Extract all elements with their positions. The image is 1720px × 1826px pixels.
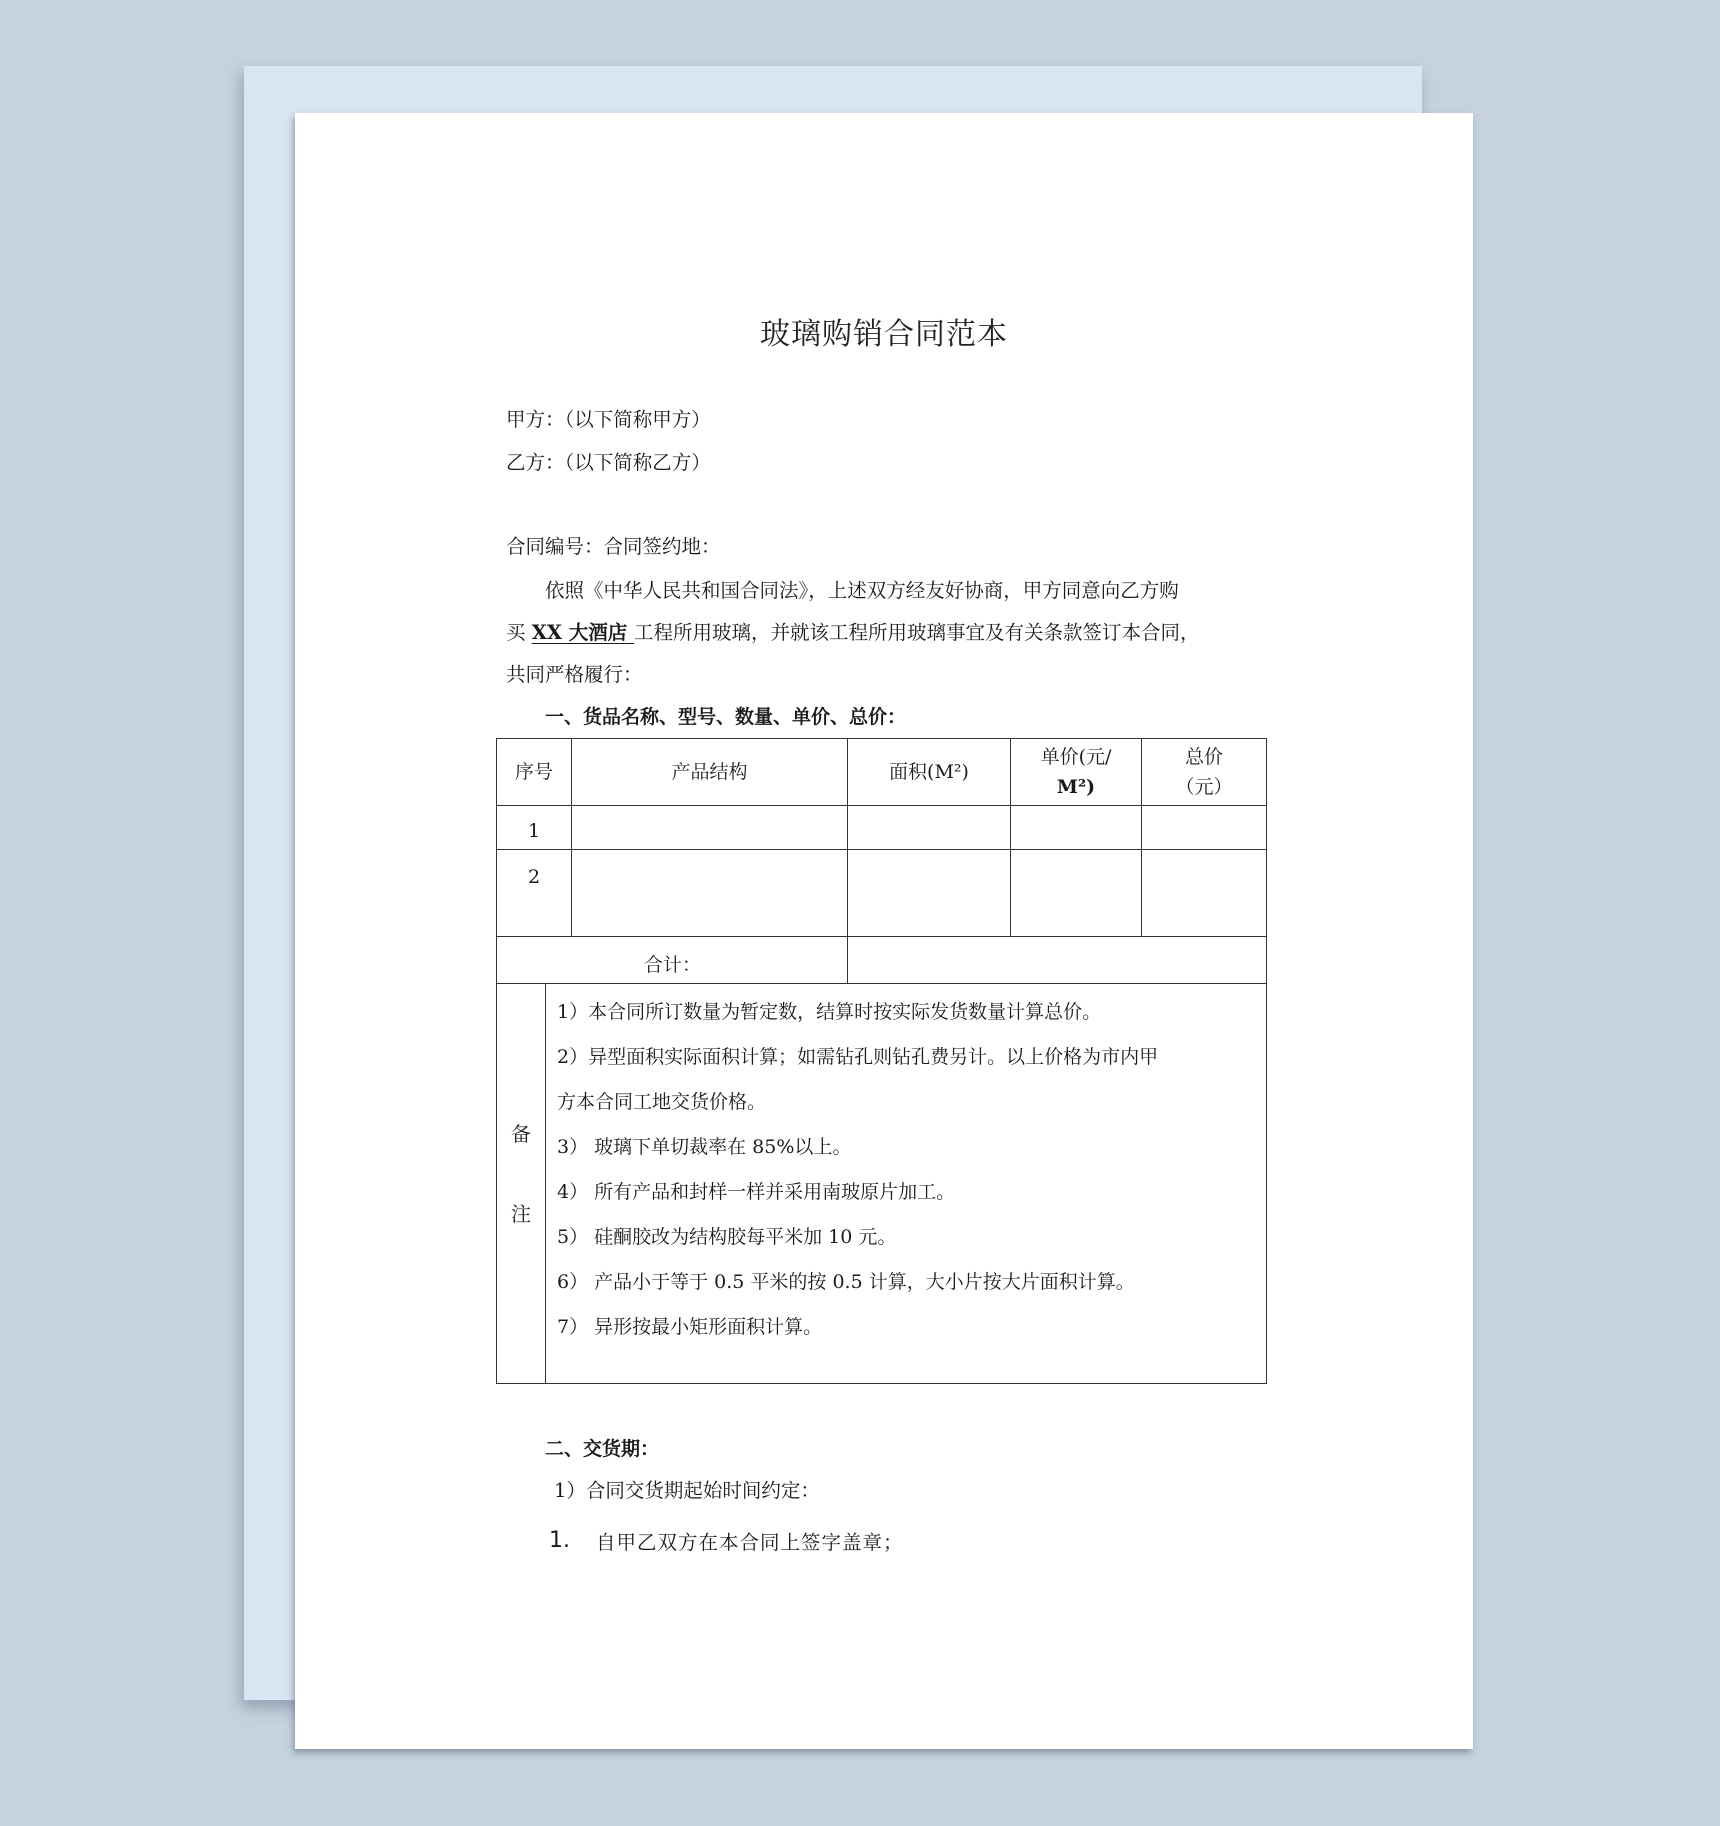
remark-item: 6） 产品小于等于 0.5 平米的按 0.5 计算，大小片按大片面积计算。 [557,1271,1135,1293]
delivery-item-1: 1）合同交货期起始时间约定： [554,1479,820,1502]
remark-item: 3） 玻璃下单切裁率在 85%以上。 [557,1136,852,1158]
table-header-row [497,739,1267,806]
remarks-list [557,990,1262,1350]
header-unit-price-line2: M²) [1056,776,1096,798]
row-2-seq: 2 [497,850,572,937]
sum-value[interactable] [848,937,1267,984]
header-total-line1: 总价 [1184,746,1223,768]
remarks-cell [497,984,1267,1384]
remarks-label-char-2: 注 [511,1201,531,1226]
row-2-unit-price[interactable] [1011,850,1142,937]
section-2-heading: 二、交货期： [545,1438,660,1460]
intro-line-3: 共同严格履行： [506,663,643,686]
document-page [295,113,1473,1749]
remark-item: 方本合同工地交货价格。 [557,1091,767,1113]
remark-item: 1）本合同所订数量为暂定数，结算时按实际发货数量计算总价。 [557,1001,1102,1023]
header-area: 面积(M²) [848,739,1011,806]
sum-row [497,937,1267,984]
row-2-total[interactable] [1142,850,1267,937]
remark-item: 2）异型面积实际面积计算；如需钻孔则钻孔费另计。以上价格为市内甲 [557,1046,1159,1068]
remark-item: 4） 所有产品和封样一样并采用南玻原片加工。 [557,1181,956,1203]
party-b-line: 乙方：（以下简称乙方） [506,451,711,474]
remark-item: 7） 异形按最小矩形面积计算。 [557,1316,823,1338]
header-unit-price-line1: 单价(元/ [1040,746,1112,768]
delivery-sub-text: 自甲乙双方在本合同上签字盖章； [596,1531,904,1554]
intro-line-2-prefix: 买 [506,621,532,644]
intro-line-1: 依照《中华人民共和国合同法》，上述双方经友好协商，甲方同意向乙方购 [545,579,1179,602]
header-total [1142,739,1267,806]
header-unit-price [1011,739,1142,806]
row-1-total[interactable] [1142,806,1267,850]
party-a-line: 甲方：（以下简称甲方） [506,408,711,431]
intro-line-2 [506,621,1200,645]
document-title: 玻璃购销合同范本 [760,317,1008,352]
row-1-product[interactable] [572,806,848,850]
sum-label: 合计： [497,937,848,984]
remark-item: 5） 硅酮胶改为结构胶每平米加 10 元。 [557,1226,897,1248]
contract-info-line: 合同编号：合同签约地： [506,535,721,558]
row-1-area[interactable] [848,806,1011,850]
goods-table [496,738,1267,1384]
table-row [497,850,1267,937]
remarks-label-char-1: 备 [511,1121,531,1146]
row-1-seq: 1 [497,806,572,850]
header-seq: 序号 [497,739,572,806]
remarks-label-column [497,984,546,1383]
table-row [497,806,1267,850]
header-total-line2: （元） [1175,776,1233,798]
header-product: 产品结构 [572,739,848,806]
delivery-sub-number: 1. [549,1528,570,1553]
intro-line-2-suffix: 工程所用玻璃，并就该工程所用玻璃事宜及有关条款签订本合同， [634,621,1200,644]
section-1-heading: 一、货品名称、型号、数量、单价、总价： [545,706,907,728]
row-1-unit-price[interactable] [1011,806,1142,850]
project-name-underlined: XX 大酒店 [531,621,635,644]
remarks-row [497,984,1267,1384]
row-2-area[interactable] [848,850,1011,937]
row-2-product[interactable] [572,850,848,937]
